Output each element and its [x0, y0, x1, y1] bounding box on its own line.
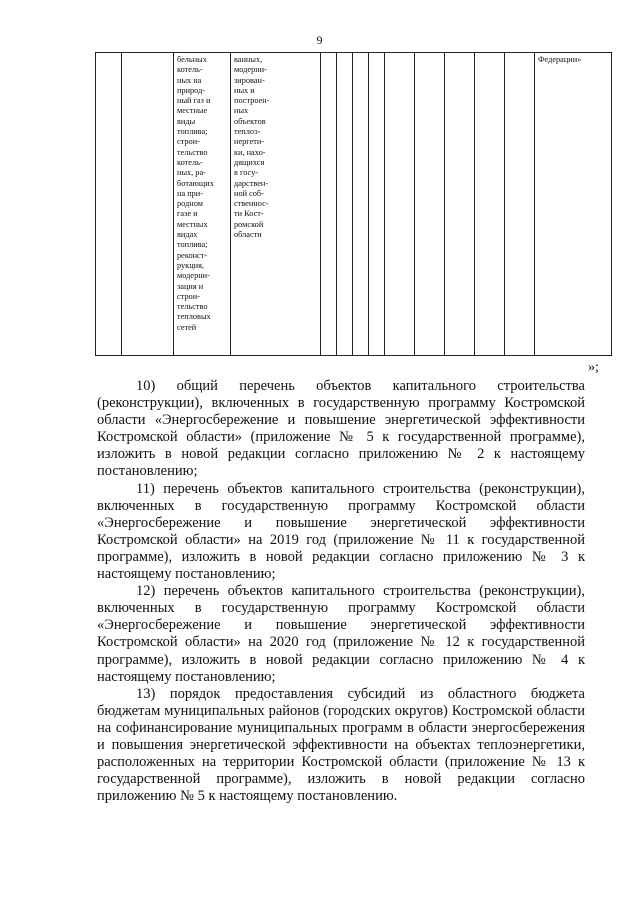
paragraph-12: 12) перечень объектов капитального строительства (реконструкции), включенных в государственную программу Костромской области «Энергосбережение и повышение энергетической эффективности Костромской области» на 2020 год (приложение № 12 к государственной программе), изложить в новой редакции согласно приложению № 4 к настоящему постановлению;	[97, 583, 585, 685]
cell-text: бельных котель- ных на природ- ный газ и местные виды топлива; строи- тельство котель- ных, ра- ботающих на при- родном газе и местных видах топлива; реконст- рукция, модерни- зация и строи- тельство тепловых сетей	[177, 55, 214, 332]
table-cell	[385, 53, 415, 356]
table-cell	[369, 53, 385, 356]
table-cell	[445, 53, 475, 356]
page-number: 9	[316, 33, 323, 47]
cell-text: ванных, модерни- зирован- ных и построен- ных объектов теплоэ- нергети- ки, нахо- дящихся в госу- дарствен- ной соб- ственнос- ти Кост- ромской области	[234, 55, 270, 240]
table-cell-activities	[174, 53, 231, 356]
paragraph-10: 10) общий перечень объектов капитального строительства (реконструкции), включенных в государственную программу Костромской области «Энергосбережение и повышение энергетической эффективности Костромской области» (приложение № 5 к государственной программе), изложить в новой редакции согласно приложению № 2 к настоящему постановлению;	[97, 378, 585, 480]
table-cell	[337, 53, 353, 356]
table-cell	[475, 53, 505, 356]
table-cell	[96, 53, 122, 356]
table-fragment	[95, 52, 612, 356]
table-cell	[122, 53, 174, 356]
table-cell	[353, 53, 369, 356]
body-text	[97, 378, 585, 805]
table-cell	[415, 53, 445, 356]
table-cell-result	[231, 53, 321, 356]
paragraph-11: 11) перечень объектов капитального строительства (реконструкции), включенных в государственную программу Костромской области «Энергосбережение и повышение энергетической эффективности Костромской области» на 2019 год (приложение № 11 к государственной программе), изложить в новой редакции согласно приложению № 3 к настоящему постановлению;	[97, 480, 585, 583]
table-cell-note	[535, 53, 612, 356]
closing-quote: »;	[588, 360, 599, 375]
cell-text: Федерации»	[538, 55, 582, 64]
table-cell	[321, 53, 337, 356]
table-cell	[505, 53, 535, 356]
paragraph-13: 13) порядок предоставления субсидий из областного бюджета бюджетам муниципальных районов (городских округов) Костромской области на софинансирование муниципальных программ в области энергосбережения и повышения энергетической эффективности на объектах теплоэнергетики, расположенных на территории Костромской области (приложение № 13 к государственной программе), изложить в новой редакции согласно приложению № 5 к настоящему постановлению.	[97, 685, 585, 805]
